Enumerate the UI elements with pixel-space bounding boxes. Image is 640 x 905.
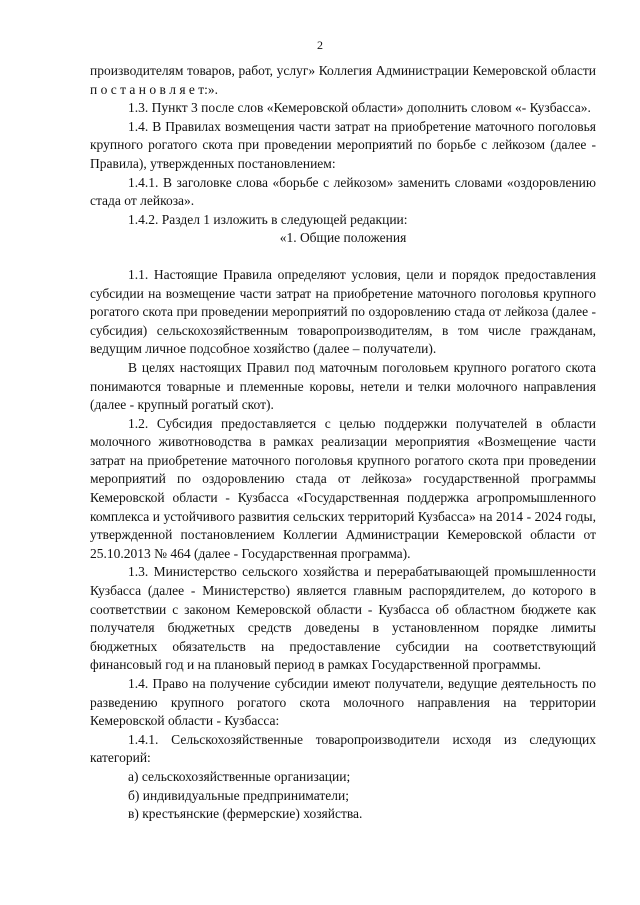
paragraph-1-4-1: 1.4.1. В заголовке слова «борьбе с лейкозом» заменить словами «оздоровлению стада от лейкоза». xyxy=(90,174,596,209)
section-heading: «1. Общие положения xyxy=(279,230,407,246)
rules-1-1-definition: В целях настоящих Правил под маточным поголовьем крупного рогатого скота понимаются товарные и племенные коровы, нетели и телки молочного направления (далее - крупный рогатый скот). xyxy=(90,359,596,413)
paragraph-continuation: производителям товаров, работ, услуг» Коллегия Администрации Кемеровской области п о с т а н о в л я е т:». xyxy=(90,63,596,97)
paragraph-1-3: 1.3. Пункт 3 после слов «Кемеровской области» дополнить словом «- Кузбасса». xyxy=(128,100,591,116)
rules-1-1: 1.1. Настоящие Правила определяют условия, цели и порядок предоставления субсидии на возмещение части затрат на приобретение маточного поголовья крупного рогатого скота при проведении мероприятий по оздоровлению стада от лейкоза (далее - субсидия) сельскохозяйственным товаропроизводителям, в том числе гражданам, ведущим личное подсобное хозяйство (далее – получатели). xyxy=(90,266,596,357)
blank-line xyxy=(90,248,596,266)
list-item-b: б) индивидуальные предприниматели; xyxy=(128,787,349,803)
document-body xyxy=(90,62,596,824)
rules-1-2: 1.2. Субсидия предоставляется с целью поддержки получателей в области молочного животноводства в рамках реализации мероприятия «Возмещение части затрат на приобретение маточного поголовья крупного рогатого скота при проведении мероприятий по оздоровлению стада от лейкоза» государственной программы Кемеровской области - Кузбасса «Государственная поддержка агропромышленного комплекса и устойчивого развития сельских территорий Кузбасса» на 2014 - 2024 годы, утвержденной постановлением Коллегии Администрации Кемеровской области от 25.10.2013 № 464 (далее - Государственная программа). xyxy=(90,415,596,561)
list-item-a: а) сельскохозяйственные организации; xyxy=(128,768,351,784)
paragraph-1-4-2: 1.4.2. Раздел 1 изложить в следующей редакции: xyxy=(128,211,408,227)
paragraph-1-4: 1.4. В Правилах возмещения части затрат на приобретение маточного поголовья крупного рогатого скота при проведении мероприятий по борьбе с лейкозом (далее - Правила), утвержденных постановлением: xyxy=(90,118,596,171)
rules-1-3: 1.3. Министерство сельского хозяйства и перерабатывающей промышленности Кузбасса (далее - Министерство) является главным распорядителем, до которого в соответствии с законом Кемеровской области - Кузбасса об областном бюджете как получателя бюджетных средств доведены в установленном порядке лимиты бюджетных обязательств на предоставление субсидии на соответствующий финансовый год и на плановый период в рамках Государственной программы. xyxy=(90,564,596,673)
rules-1-4: 1.4. Право на получение субсидии имеют получатели, ведущие деятельность по разведению крупного рогатого скота молочного направления на территории Кемеровской области - Кузбасса: xyxy=(90,676,596,729)
list-item-c: в) крестьянские (фермерские) хозяйства. xyxy=(128,806,363,822)
rules-1-4-1: 1.4.1. Сельскохозяйственные товаропроизводители исходя из следующих категорий: xyxy=(90,731,596,766)
page-number: 2 xyxy=(317,38,323,52)
